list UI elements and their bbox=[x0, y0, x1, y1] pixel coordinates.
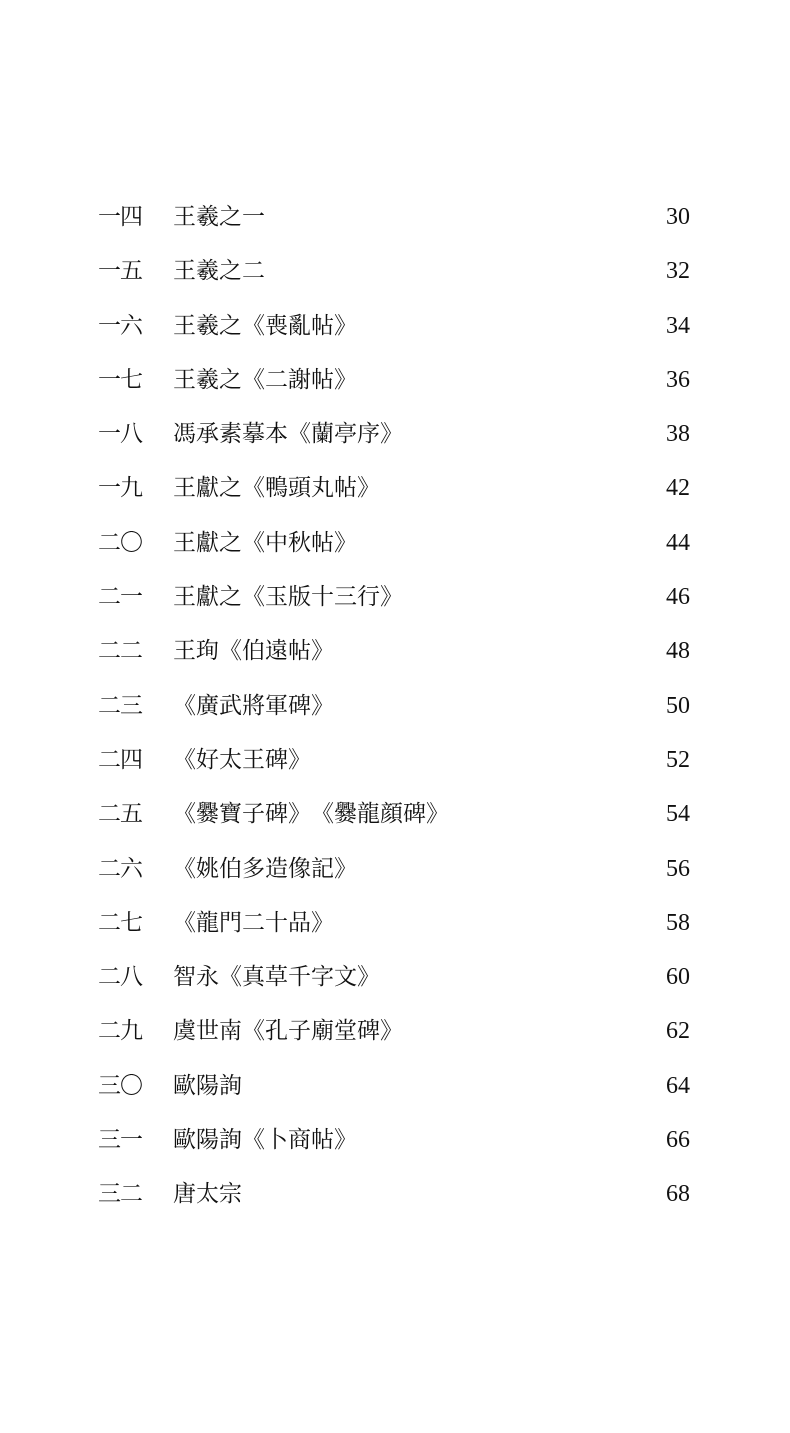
entry-number: 一七 bbox=[98, 366, 142, 393]
toc-entry bbox=[0, 679, 790, 733]
toc-entry bbox=[0, 516, 790, 570]
entry-page-number: 54 bbox=[666, 801, 690, 828]
entry-title: 《爨寶子碑》 《爨龍顔碑》 bbox=[173, 801, 449, 828]
toc-entry bbox=[0, 787, 790, 841]
entry-page-number: 62 bbox=[666, 1018, 690, 1045]
entry-number: 一五 bbox=[98, 258, 142, 285]
toc-entry bbox=[0, 570, 790, 624]
toc-entry bbox=[0, 896, 790, 950]
entry-page-number: 68 bbox=[666, 1181, 690, 1208]
entry-title: 王羲之《喪亂帖》 bbox=[173, 312, 357, 339]
entry-title: 《龍門二十品》 bbox=[173, 909, 334, 936]
entry-page-number: 52 bbox=[666, 746, 690, 773]
entry-number: 一六 bbox=[98, 312, 142, 339]
entry-page-number: 36 bbox=[666, 366, 690, 393]
entry-number: 二二 bbox=[98, 638, 142, 665]
entry-title: 馮承素摹本《蘭亭序》 bbox=[173, 421, 403, 448]
toc-entry bbox=[0, 733, 790, 787]
entry-title: 歐陽詢《卜商帖》 bbox=[173, 1127, 357, 1154]
table-of-contents bbox=[0, 190, 790, 1222]
entry-page-number: 46 bbox=[666, 584, 690, 611]
entry-title: 王羲之一 bbox=[173, 204, 265, 230]
entry-title: 王獻之《中秋帖》 bbox=[173, 529, 357, 556]
toc-entry bbox=[0, 842, 790, 896]
entry-title: 虞世南《孔子廟堂碑》 bbox=[173, 1018, 403, 1045]
entry-number: 二六 bbox=[98, 855, 142, 882]
entry-page-number: 50 bbox=[666, 692, 690, 719]
entry-page-number: 30 bbox=[666, 204, 690, 230]
entry-page-number: 56 bbox=[666, 855, 690, 882]
toc-entry bbox=[0, 461, 790, 515]
toc-entry bbox=[0, 1004, 790, 1058]
entry-title: 王羲之《二謝帖》 bbox=[173, 366, 357, 393]
entry-title: 王獻之《玉版十三行》 bbox=[173, 584, 403, 611]
entry-title: 王獻之《鴨頭丸帖》 bbox=[173, 475, 380, 502]
entry-number: 二五 bbox=[98, 801, 142, 828]
toc-entry bbox=[0, 244, 790, 298]
entry-title: 《姚伯多造像記》 bbox=[173, 855, 357, 882]
entry-number: 二三 bbox=[98, 692, 142, 719]
entry-title: 唐太宗 bbox=[173, 1181, 242, 1208]
entry-number: 一八 bbox=[98, 421, 142, 448]
entry-number: 三一 bbox=[98, 1127, 142, 1154]
entry-number: 二〇 bbox=[98, 529, 142, 556]
entry-page-number: 38 bbox=[666, 421, 690, 448]
entry-title: 歐陽詢 bbox=[173, 1072, 242, 1099]
toc-entry bbox=[0, 624, 790, 678]
entry-number: 二九 bbox=[98, 1018, 142, 1045]
entry-number: 二一 bbox=[98, 584, 142, 611]
entry-number: 一九 bbox=[98, 475, 142, 502]
entry-page-number: 32 bbox=[666, 258, 690, 285]
entry-number: 二八 bbox=[98, 964, 142, 991]
entry-page-number: 34 bbox=[666, 312, 690, 339]
toc-entry bbox=[0, 353, 790, 407]
entry-title: 智永《真草千字文》 bbox=[173, 964, 380, 991]
entry-page-number: 58 bbox=[666, 909, 690, 936]
toc-entry bbox=[0, 950, 790, 1004]
entry-page-number: 44 bbox=[666, 529, 690, 556]
entry-page-number: 66 bbox=[666, 1127, 690, 1154]
toc-entry bbox=[0, 407, 790, 461]
entry-title: 王羲之二 bbox=[173, 258, 265, 285]
entry-number: 二四 bbox=[98, 746, 142, 773]
entry-page-number: 48 bbox=[666, 638, 690, 665]
entry-number: 一四 bbox=[98, 204, 142, 230]
entry-number: 三〇 bbox=[98, 1072, 142, 1099]
entry-title: 《好太王碑》 bbox=[173, 746, 311, 773]
toc-entry bbox=[0, 1113, 790, 1167]
entry-title: 王珣《伯遠帖》 bbox=[173, 638, 334, 665]
toc-entry bbox=[0, 1059, 790, 1113]
toc-entry bbox=[0, 190, 790, 244]
entry-number: 三二 bbox=[98, 1181, 142, 1208]
entry-title: 《廣武將軍碑》 bbox=[173, 692, 334, 719]
entry-page-number: 42 bbox=[666, 475, 690, 502]
entry-number: 二七 bbox=[98, 909, 142, 936]
toc-entry bbox=[0, 1167, 790, 1221]
entry-page-number: 64 bbox=[666, 1072, 690, 1099]
toc-entry bbox=[0, 299, 790, 353]
entry-page-number: 60 bbox=[666, 964, 690, 991]
